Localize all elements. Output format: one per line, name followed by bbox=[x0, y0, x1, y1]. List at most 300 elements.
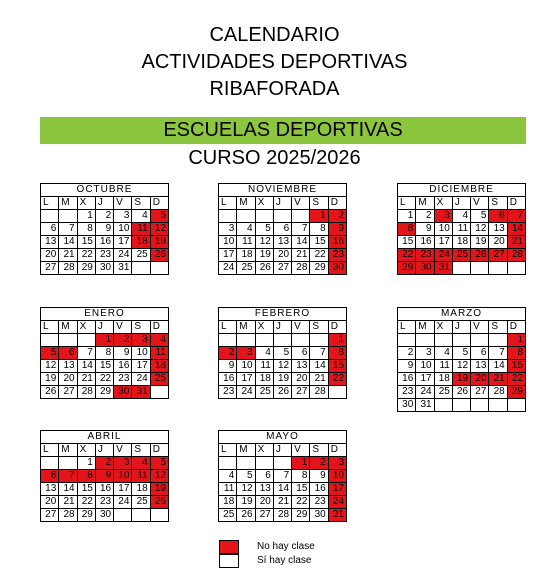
legend-class-label: Sí hay clase bbox=[257, 555, 312, 566]
day-cell: 22 bbox=[77, 249, 95, 262]
weekday-header: X bbox=[77, 444, 95, 457]
empty-day-cell bbox=[416, 334, 434, 347]
day-cell: 31 bbox=[114, 262, 132, 275]
empty-day-cell bbox=[59, 457, 77, 470]
title-line-3: RIBAFORADA bbox=[209, 78, 340, 100]
weekday-header: M bbox=[416, 197, 434, 210]
empty-day-cell bbox=[489, 334, 507, 347]
day-cell: 25 bbox=[434, 386, 452, 399]
day-cell: 12 bbox=[255, 236, 273, 249]
section-banner: ESCUELAS DEPORTIVAS bbox=[40, 117, 526, 144]
day-cell: 15 bbox=[77, 236, 95, 249]
empty-day-cell bbox=[114, 509, 132, 522]
month-enero bbox=[40, 307, 169, 399]
empty-day-cell bbox=[237, 457, 255, 470]
day-cell: 5 bbox=[150, 210, 168, 223]
weekday-header: X bbox=[255, 444, 273, 457]
day-cell: 2 bbox=[398, 347, 416, 360]
day-cell: 23 bbox=[219, 386, 237, 399]
empty-day-cell bbox=[219, 334, 237, 347]
weekday-header: L bbox=[398, 197, 416, 210]
empty-day-cell bbox=[219, 210, 237, 223]
day-cell: 29 bbox=[95, 386, 113, 399]
course-title: CURSO 2025/2026 bbox=[188, 147, 361, 169]
day-cell: 28 bbox=[77, 386, 95, 399]
day-cell: 15 bbox=[398, 236, 416, 249]
day-cell: 15 bbox=[507, 360, 525, 373]
weekday-header: L bbox=[398, 321, 416, 334]
day-cell: 31 bbox=[132, 386, 150, 399]
day-cell: 6 bbox=[41, 223, 59, 236]
weekday-header: X bbox=[77, 197, 95, 210]
day-cell: 2 bbox=[310, 457, 328, 470]
weekday-header: V bbox=[292, 321, 310, 334]
day-cell: 27 bbox=[59, 386, 77, 399]
weekday-header: X bbox=[434, 197, 452, 210]
day-cell: 5 bbox=[150, 457, 168, 470]
month-abril bbox=[40, 430, 169, 522]
day-cell: 19 bbox=[237, 496, 255, 509]
day-cell: 31 bbox=[328, 509, 346, 522]
day-cell: 30 bbox=[310, 509, 328, 522]
day-cell: 29 bbox=[77, 262, 95, 275]
weekday-header: M bbox=[237, 444, 255, 457]
weekday-header: J bbox=[95, 197, 113, 210]
day-cell: 14 bbox=[273, 483, 291, 496]
day-cell: 24 bbox=[328, 496, 346, 509]
day-cell: 6 bbox=[471, 347, 489, 360]
day-cell: 30 bbox=[328, 262, 346, 275]
day-cell: 4 bbox=[132, 457, 150, 470]
day-cell: 3 bbox=[219, 223, 237, 236]
day-cell: 4 bbox=[255, 347, 273, 360]
empty-day-cell bbox=[507, 399, 525, 412]
day-cell: 30 bbox=[95, 262, 113, 275]
day-cell: 20 bbox=[471, 373, 489, 386]
day-cell: 18 bbox=[255, 373, 273, 386]
empty-day-cell bbox=[41, 210, 59, 223]
day-cell: 3 bbox=[416, 347, 434, 360]
day-cell: 27 bbox=[292, 386, 310, 399]
day-cell: 12 bbox=[471, 223, 489, 236]
day-cell: 11 bbox=[237, 236, 255, 249]
day-cell: 16 bbox=[328, 236, 346, 249]
empty-day-cell bbox=[310, 334, 328, 347]
day-cell: 7 bbox=[273, 470, 291, 483]
day-cell: 21 bbox=[77, 373, 95, 386]
day-cell: 17 bbox=[219, 249, 237, 262]
day-cell: 24 bbox=[416, 386, 434, 399]
weekday-header: M bbox=[416, 321, 434, 334]
title-line-2: ACTIVIDADES DEPORTIVAS bbox=[141, 51, 408, 73]
day-cell: 21 bbox=[489, 373, 507, 386]
day-cell: 4 bbox=[452, 210, 470, 223]
day-cell: 23 bbox=[328, 249, 346, 262]
weekday-header: M bbox=[59, 321, 77, 334]
day-cell: 28 bbox=[292, 262, 310, 275]
day-cell: 28 bbox=[59, 509, 77, 522]
weekday-header: M bbox=[59, 197, 77, 210]
day-cell: 11 bbox=[255, 360, 273, 373]
day-cell: 1 bbox=[77, 210, 95, 223]
empty-day-cell bbox=[273, 457, 291, 470]
day-cell: 22 bbox=[77, 496, 95, 509]
empty-day-cell bbox=[132, 262, 150, 275]
day-cell: 7 bbox=[310, 347, 328, 360]
day-cell: 14 bbox=[292, 236, 310, 249]
day-cell: 4 bbox=[132, 210, 150, 223]
day-cell: 30 bbox=[114, 386, 132, 399]
day-cell: 17 bbox=[114, 483, 132, 496]
day-cell: 10 bbox=[219, 236, 237, 249]
day-cell: 19 bbox=[150, 483, 168, 496]
day-cell: 9 bbox=[398, 360, 416, 373]
day-cell: 22 bbox=[398, 249, 416, 262]
day-cell: 19 bbox=[41, 373, 59, 386]
day-cell: 13 bbox=[41, 483, 59, 496]
day-cell: 6 bbox=[273, 223, 291, 236]
weekday-header: L bbox=[219, 197, 237, 210]
day-cell: 17 bbox=[132, 360, 150, 373]
day-cell: 9 bbox=[219, 360, 237, 373]
empty-day-cell bbox=[273, 210, 291, 223]
empty-day-cell bbox=[471, 334, 489, 347]
empty-day-cell bbox=[452, 399, 470, 412]
day-cell: 2 bbox=[328, 210, 346, 223]
day-cell: 10 bbox=[416, 360, 434, 373]
day-cell: 14 bbox=[59, 483, 77, 496]
weekday-header: V bbox=[471, 321, 489, 334]
day-cell: 5 bbox=[41, 347, 59, 360]
weekday-header: V bbox=[114, 321, 132, 334]
day-cell: 24 bbox=[114, 496, 132, 509]
day-cell: 13 bbox=[59, 360, 77, 373]
weekday-header: L bbox=[41, 444, 59, 457]
day-cell: 8 bbox=[398, 223, 416, 236]
month-name: MAYO bbox=[219, 431, 347, 444]
empty-day-cell bbox=[471, 399, 489, 412]
day-cell: 31 bbox=[434, 262, 452, 275]
weekday-header: S bbox=[310, 197, 328, 210]
day-cell: 17 bbox=[114, 236, 132, 249]
day-cell: 29 bbox=[507, 386, 525, 399]
weekday-header: J bbox=[95, 321, 113, 334]
day-cell: 3 bbox=[114, 457, 132, 470]
day-cell: 25 bbox=[132, 496, 150, 509]
day-cell: 25 bbox=[219, 509, 237, 522]
empty-day-cell bbox=[150, 386, 168, 399]
day-cell: 8 bbox=[310, 223, 328, 236]
day-cell: 14 bbox=[77, 360, 95, 373]
day-cell: 9 bbox=[114, 347, 132, 360]
day-cell: 6 bbox=[255, 470, 273, 483]
day-cell: 4 bbox=[434, 347, 452, 360]
day-cell: 18 bbox=[452, 236, 470, 249]
weekday-header: S bbox=[489, 197, 507, 210]
day-cell: 26 bbox=[150, 496, 168, 509]
day-cell: 26 bbox=[273, 386, 291, 399]
weekday-header: S bbox=[132, 197, 150, 210]
empty-day-cell bbox=[150, 509, 168, 522]
day-cell: 14 bbox=[59, 236, 77, 249]
day-cell: 23 bbox=[95, 249, 113, 262]
weekday-header: J bbox=[273, 444, 291, 457]
day-cell: 6 bbox=[489, 210, 507, 223]
day-cell: 2 bbox=[219, 347, 237, 360]
day-cell: 19 bbox=[273, 373, 291, 386]
day-cell: 8 bbox=[77, 470, 95, 483]
weekday-header: S bbox=[489, 321, 507, 334]
day-cell: 9 bbox=[416, 223, 434, 236]
day-cell: 24 bbox=[219, 262, 237, 275]
day-cell: 23 bbox=[310, 496, 328, 509]
day-cell: 11 bbox=[434, 360, 452, 373]
day-cell: 9 bbox=[310, 470, 328, 483]
day-cell: 1 bbox=[328, 334, 346, 347]
day-cell: 15 bbox=[328, 360, 346, 373]
day-cell: 10 bbox=[114, 470, 132, 483]
day-cell: 1 bbox=[310, 210, 328, 223]
day-cell: 18 bbox=[132, 236, 150, 249]
empty-day-cell bbox=[132, 509, 150, 522]
day-cell: 28 bbox=[273, 509, 291, 522]
weekday-header: L bbox=[219, 321, 237, 334]
day-cell: 27 bbox=[255, 509, 273, 522]
day-cell: 11 bbox=[150, 347, 168, 360]
day-cell: 3 bbox=[132, 334, 150, 347]
day-cell: 24 bbox=[434, 249, 452, 262]
day-cell: 20 bbox=[292, 373, 310, 386]
day-cell: 26 bbox=[41, 386, 59, 399]
day-cell: 25 bbox=[150, 373, 168, 386]
day-cell: 27 bbox=[41, 262, 59, 275]
day-cell: 4 bbox=[150, 334, 168, 347]
weekday-header: J bbox=[273, 321, 291, 334]
day-cell: 22 bbox=[95, 373, 113, 386]
day-cell: 17 bbox=[237, 373, 255, 386]
day-cell: 20 bbox=[41, 496, 59, 509]
day-cell: 17 bbox=[328, 483, 346, 496]
day-cell: 3 bbox=[434, 210, 452, 223]
month-name: NOVIEMBRE bbox=[219, 184, 347, 197]
day-cell: 14 bbox=[489, 360, 507, 373]
day-cell: 23 bbox=[95, 496, 113, 509]
month-name: DICIEMBRE bbox=[398, 184, 526, 197]
day-cell: 24 bbox=[237, 386, 255, 399]
day-cell: 17 bbox=[416, 373, 434, 386]
day-cell: 31 bbox=[416, 399, 434, 412]
day-cell: 25 bbox=[452, 249, 470, 262]
day-cell: 20 bbox=[255, 496, 273, 509]
day-cell: 21 bbox=[59, 249, 77, 262]
day-cell: 8 bbox=[292, 470, 310, 483]
day-cell: 10 bbox=[434, 223, 452, 236]
day-cell: 26 bbox=[150, 249, 168, 262]
empty-day-cell bbox=[41, 457, 59, 470]
day-cell: 2 bbox=[95, 210, 113, 223]
day-cell: 11 bbox=[132, 470, 150, 483]
day-cell: 19 bbox=[471, 236, 489, 249]
weekday-header: V bbox=[292, 444, 310, 457]
day-cell: 8 bbox=[328, 347, 346, 360]
day-cell: 21 bbox=[507, 236, 525, 249]
day-cell: 1 bbox=[398, 210, 416, 223]
day-cell: 7 bbox=[77, 347, 95, 360]
weekday-header: S bbox=[310, 321, 328, 334]
weekday-header: M bbox=[237, 197, 255, 210]
empty-day-cell bbox=[255, 334, 273, 347]
day-cell: 21 bbox=[310, 373, 328, 386]
day-cell: 28 bbox=[507, 249, 525, 262]
day-cell: 12 bbox=[452, 360, 470, 373]
empty-day-cell bbox=[398, 334, 416, 347]
day-cell: 23 bbox=[114, 373, 132, 386]
weekday-header: M bbox=[237, 321, 255, 334]
day-cell: 14 bbox=[310, 360, 328, 373]
day-cell: 5 bbox=[471, 210, 489, 223]
weekday-header: V bbox=[471, 197, 489, 210]
legend-no-class-swatch bbox=[219, 540, 239, 554]
day-cell: 19 bbox=[452, 373, 470, 386]
day-cell: 5 bbox=[273, 347, 291, 360]
day-cell: 29 bbox=[292, 509, 310, 522]
day-cell: 24 bbox=[114, 249, 132, 262]
day-cell: 18 bbox=[132, 483, 150, 496]
day-cell: 23 bbox=[416, 249, 434, 262]
day-cell: 8 bbox=[77, 223, 95, 236]
weekday-header: D bbox=[328, 321, 346, 334]
day-cell: 28 bbox=[310, 386, 328, 399]
day-cell: 22 bbox=[507, 373, 525, 386]
day-cell: 13 bbox=[255, 483, 273, 496]
day-cell: 8 bbox=[507, 347, 525, 360]
weekday-header: D bbox=[507, 197, 525, 210]
day-cell: 14 bbox=[507, 223, 525, 236]
month-name: MARZO bbox=[398, 308, 526, 321]
day-cell: 28 bbox=[59, 262, 77, 275]
day-cell: 9 bbox=[95, 223, 113, 236]
day-cell: 27 bbox=[273, 262, 291, 275]
month-name: FEBRERO bbox=[219, 308, 347, 321]
day-cell: 10 bbox=[114, 223, 132, 236]
day-cell: 25 bbox=[237, 262, 255, 275]
weekday-header: X bbox=[255, 321, 273, 334]
day-cell: 16 bbox=[95, 483, 113, 496]
day-cell: 2 bbox=[114, 334, 132, 347]
day-cell: 1 bbox=[507, 334, 525, 347]
month-mayo bbox=[218, 430, 347, 522]
day-cell: 16 bbox=[95, 236, 113, 249]
day-cell: 28 bbox=[489, 386, 507, 399]
empty-day-cell bbox=[59, 334, 77, 347]
day-cell: 17 bbox=[434, 236, 452, 249]
day-cell: 13 bbox=[471, 360, 489, 373]
day-cell: 16 bbox=[310, 483, 328, 496]
legend-no-class-label: No hay clase bbox=[257, 541, 315, 552]
weekday-header: D bbox=[150, 444, 168, 457]
month-octubre bbox=[40, 183, 169, 275]
day-cell: 27 bbox=[489, 249, 507, 262]
day-cell: 20 bbox=[273, 249, 291, 262]
day-cell: 18 bbox=[434, 373, 452, 386]
empty-day-cell bbox=[237, 210, 255, 223]
day-cell: 5 bbox=[237, 470, 255, 483]
month-name: ENERO bbox=[41, 308, 169, 321]
empty-day-cell bbox=[255, 210, 273, 223]
day-cell: 5 bbox=[255, 223, 273, 236]
weekday-header: V bbox=[114, 197, 132, 210]
day-cell: 15 bbox=[77, 483, 95, 496]
weekday-header: L bbox=[41, 197, 59, 210]
day-cell: 12 bbox=[237, 483, 255, 496]
day-cell: 7 bbox=[489, 347, 507, 360]
day-cell: 4 bbox=[237, 223, 255, 236]
empty-day-cell bbox=[59, 210, 77, 223]
weekday-header: J bbox=[452, 197, 470, 210]
day-cell: 21 bbox=[273, 496, 291, 509]
weekday-header: D bbox=[150, 321, 168, 334]
weekday-header: S bbox=[310, 444, 328, 457]
day-cell: 11 bbox=[219, 483, 237, 496]
empty-day-cell bbox=[273, 334, 291, 347]
day-cell: 5 bbox=[452, 347, 470, 360]
empty-day-cell bbox=[434, 334, 452, 347]
day-cell: 30 bbox=[95, 509, 113, 522]
day-cell: 22 bbox=[310, 249, 328, 262]
day-cell: 24 bbox=[132, 373, 150, 386]
day-cell: 26 bbox=[255, 262, 273, 275]
day-cell: 26 bbox=[237, 509, 255, 522]
empty-day-cell bbox=[292, 334, 310, 347]
weekday-header: J bbox=[273, 197, 291, 210]
month-febrero bbox=[218, 307, 347, 399]
day-cell: 19 bbox=[150, 236, 168, 249]
empty-day-cell bbox=[237, 334, 255, 347]
weekday-header: M bbox=[59, 444, 77, 457]
empty-day-cell bbox=[507, 262, 525, 275]
day-cell: 3 bbox=[237, 347, 255, 360]
day-cell: 3 bbox=[328, 457, 346, 470]
day-cell: 15 bbox=[310, 236, 328, 249]
empty-day-cell bbox=[452, 262, 470, 275]
month-name: ABRIL bbox=[41, 431, 169, 444]
day-cell: 10 bbox=[328, 470, 346, 483]
empty-day-cell bbox=[452, 334, 470, 347]
day-cell: 22 bbox=[328, 373, 346, 386]
empty-day-cell bbox=[471, 262, 489, 275]
empty-day-cell bbox=[328, 386, 346, 399]
weekday-header: L bbox=[41, 321, 59, 334]
empty-day-cell bbox=[489, 399, 507, 412]
weekday-header: J bbox=[452, 321, 470, 334]
day-cell: 10 bbox=[132, 347, 150, 360]
month-marzo bbox=[397, 307, 526, 412]
day-cell: 1 bbox=[77, 457, 95, 470]
day-cell: 16 bbox=[114, 360, 132, 373]
empty-day-cell bbox=[255, 457, 273, 470]
empty-day-cell bbox=[219, 457, 237, 470]
day-cell: 18 bbox=[219, 496, 237, 509]
weekday-header: D bbox=[150, 197, 168, 210]
weekday-header: X bbox=[255, 197, 273, 210]
legend-class-swatch bbox=[219, 554, 239, 568]
day-cell: 2 bbox=[95, 457, 113, 470]
day-cell: 12 bbox=[273, 360, 291, 373]
day-cell: 25 bbox=[132, 249, 150, 262]
day-cell: 26 bbox=[452, 386, 470, 399]
month-name: OCTUBRE bbox=[41, 184, 169, 197]
day-cell: 25 bbox=[255, 386, 273, 399]
